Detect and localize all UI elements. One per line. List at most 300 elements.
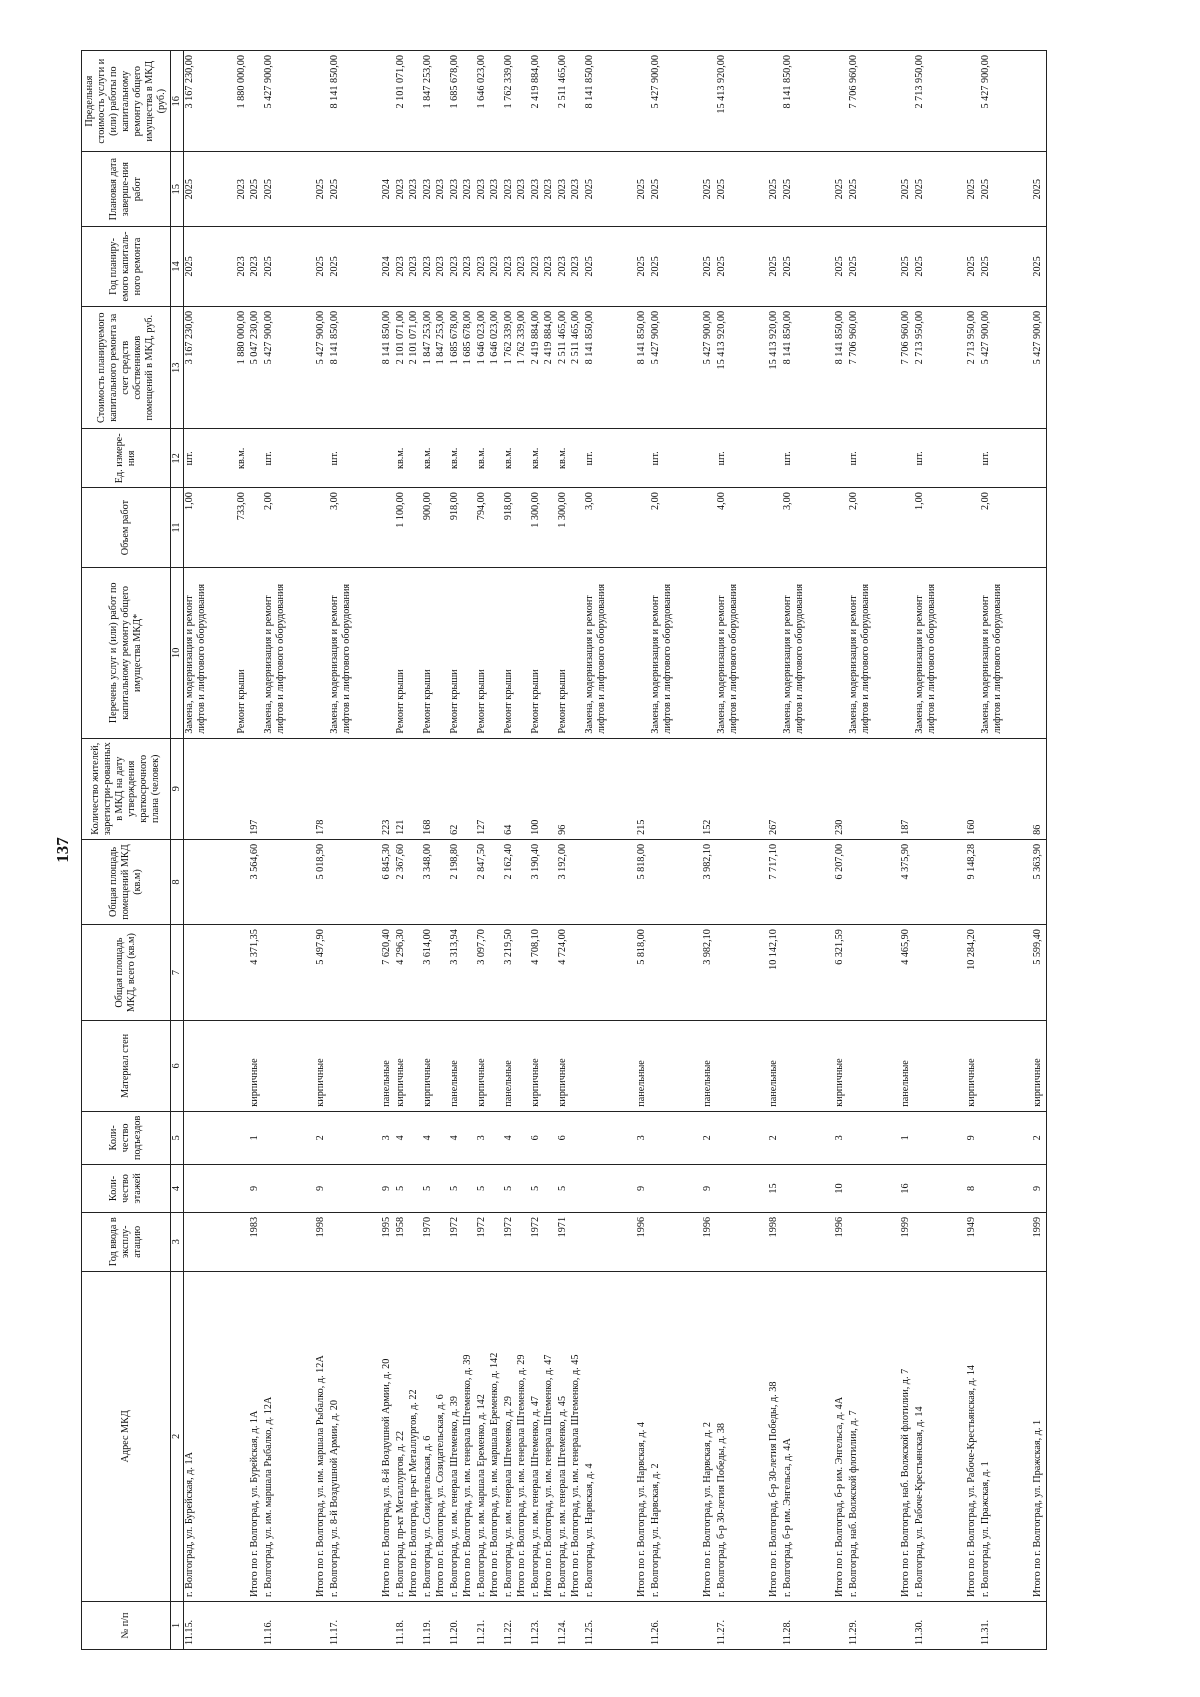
cell-work [543, 568, 557, 739]
cell-work: Замена, модернизация и ремонт лифтов и лифтового оборудования [914, 568, 966, 739]
cell-cost: 8 141 850,00 [381, 306, 395, 429]
cell-py: 2025 [650, 226, 702, 306]
cell-vol: 1,00 [183, 488, 236, 568]
cell-ent [782, 1111, 834, 1164]
col-number: 9 [170, 738, 183, 839]
cell-area [329, 839, 381, 924]
cell-limit [1032, 51, 1047, 152]
total-label: Итого по г. Волгоград, ул. Пражская, д. 1 [1032, 1271, 1047, 1601]
cell-cost: 8 141 850,00 [584, 306, 636, 429]
cell-fl: 8 [966, 1164, 980, 1212]
cell-year: 1999 [900, 1212, 914, 1271]
cell-limit: 2 101 071,00 [395, 51, 408, 152]
cell-area [183, 839, 236, 924]
cell-cost: 1 646 023,00 [476, 306, 489, 429]
total-label: Итого по г. Волгоград, ул. Нарвская, д. 2 [702, 1271, 716, 1601]
cell-work [408, 568, 422, 739]
cell-total: 3 313,94 [449, 925, 462, 1021]
cell-vol [408, 488, 422, 568]
cell-vol [966, 488, 980, 568]
cell-fl: 5 [422, 1164, 435, 1212]
cell-cost: 7 706 960,00 [848, 306, 900, 429]
total-row [489, 51, 503, 1650]
cell-year [408, 1212, 422, 1271]
cell-mat [462, 1021, 476, 1112]
cell-res: 62 [449, 738, 462, 839]
cell-work: Замена, модернизация и ремонт лифтов и лифтового оборудования [716, 568, 768, 739]
cell-unit [315, 429, 329, 488]
cell-addr: г. Волгоград, ул. Нарвская, д. 2 [650, 1271, 702, 1601]
cell-n [489, 1602, 503, 1650]
cell-cost: 1 685 678,00 [449, 306, 462, 429]
cell-limit: 5 427 900,00 [980, 51, 1032, 152]
cell-year: 1983 [249, 1212, 263, 1271]
cell-work [462, 568, 476, 739]
cell-vol: 1 100,00 [395, 488, 408, 568]
cell-mat: кирпичные [557, 1021, 570, 1112]
cell-year [263, 1212, 315, 1271]
cell-cost: 15 413 920,00 [768, 306, 782, 429]
cell-py: 2023 [395, 226, 408, 306]
cell-pd: 2025 [966, 152, 980, 227]
cell-area [584, 839, 636, 924]
cell-area [516, 839, 530, 924]
total-row [966, 51, 980, 1650]
cell-res: 96 [557, 738, 570, 839]
cell-total [914, 925, 966, 1021]
cell-vol [768, 488, 782, 568]
cell-vol [636, 488, 650, 568]
cell-mat [914, 1021, 966, 1112]
cell-fl: 5 [476, 1164, 489, 1212]
cell-addr: г. Волгоград, ул. 8-й Воздушной Армии, д. 20 [329, 1271, 381, 1601]
cell-limit: 8 141 850,00 [329, 51, 381, 152]
cell-res [263, 738, 315, 839]
cell-py: 2023 [462, 226, 476, 306]
cell-cost: 2 511 465,00 [570, 306, 584, 429]
total-row [435, 51, 449, 1650]
cell-py: 2023 [236, 226, 249, 306]
col-number: 16 [170, 51, 183, 152]
col-number: 1 [170, 1602, 183, 1650]
cell-res [716, 738, 768, 839]
cell-area [462, 839, 476, 924]
cell-pd: 2023 [503, 152, 516, 227]
cell-py: 2025 [914, 226, 966, 306]
col-header: Количество жителей, зарегистри-рованных в МКД на дату утверждения краткосрочного плана (человек) [82, 738, 171, 839]
cell-fl [462, 1164, 476, 1212]
cell-vol [543, 488, 557, 568]
cell-area [543, 839, 557, 924]
cell-vol: 918,00 [449, 488, 462, 568]
cell-n: 11.16. [263, 1602, 315, 1650]
cell-limit: 2 713 950,00 [914, 51, 966, 152]
cell-work [768, 568, 782, 739]
cell-pd: 2023 [236, 152, 249, 227]
total-row [516, 51, 530, 1650]
cell-res [183, 738, 236, 839]
cell-total: 3 982,10 [702, 925, 716, 1021]
cell-addr: г. Волгоград, ул. Нарвская, д. 4 [584, 1271, 636, 1601]
cell-mat: панельные [503, 1021, 516, 1112]
cell-area: 3 982,10 [702, 839, 716, 924]
cell-unit [408, 429, 422, 488]
total-row [834, 51, 848, 1650]
cell-ent: 6 [530, 1111, 543, 1164]
cell-fl [782, 1164, 834, 1212]
cell-total: 4 296,30 [395, 925, 408, 1021]
cell-year [650, 1212, 702, 1271]
cell-py: 2023 [435, 226, 449, 306]
col-number: 5 [170, 1111, 183, 1164]
cell-unit: шт. [650, 429, 702, 488]
cell-mat [408, 1021, 422, 1112]
col-number: 12 [170, 429, 183, 488]
cell-work [1032, 568, 1047, 739]
cell-cost: 8 141 850,00 [329, 306, 381, 429]
table-row [848, 51, 900, 1650]
cell-pd: 2025 [263, 152, 315, 227]
total-label: Итого по г. Волгоград, ул. 8-й Воздушной Армии, д. 20 [381, 1271, 395, 1601]
cell-pd: 2023 [476, 152, 489, 227]
cell-total: 7 620,40 [381, 925, 395, 1021]
cell-ent [489, 1111, 503, 1164]
table-row [263, 51, 315, 1650]
cell-limit: 1 762 339,00 [503, 51, 516, 152]
cell-vol [834, 488, 848, 568]
total-row [702, 51, 716, 1650]
cell-area [236, 839, 249, 924]
cell-work: Ремонт крыши [449, 568, 462, 739]
cell-cost: 5 427 900,00 [702, 306, 716, 429]
cell-fl: 9 [1032, 1164, 1047, 1212]
table-row [422, 51, 435, 1650]
table-row [914, 51, 966, 1650]
table-row [782, 51, 834, 1650]
cell-vol: 1 300,00 [530, 488, 543, 568]
cell-cost: 1 762 339,00 [503, 306, 516, 429]
cell-addr: г. Волгоград, ул. Созидательская, д. 6 [422, 1271, 435, 1601]
cell-ent [584, 1111, 636, 1164]
cell-fl [435, 1164, 449, 1212]
cell-total [980, 925, 1032, 1021]
cell-n: 11.18. [395, 1602, 408, 1650]
cell-total [435, 925, 449, 1021]
cell-area [263, 839, 315, 924]
cell-fl: 10 [834, 1164, 848, 1212]
cell-res: 86 [1032, 738, 1047, 839]
cell-n [570, 1602, 584, 1650]
cell-mat: панельные [702, 1021, 716, 1112]
cell-vol: 2,00 [980, 488, 1032, 568]
cell-year: 1971 [557, 1212, 570, 1271]
cell-py: 2023 [249, 226, 263, 306]
col-number: 8 [170, 839, 183, 924]
cell-unit [543, 429, 557, 488]
cell-res: 64 [503, 738, 516, 839]
cell-limit [702, 51, 716, 152]
cell-pd: 2025 [782, 152, 834, 227]
cell-addr: г. Волгоград, ул. Бурейская, д. 1А [183, 1271, 236, 1601]
cell-ent: 9 [966, 1111, 980, 1164]
cell-fl [543, 1164, 557, 1212]
cell-unit: кв.м. [236, 429, 249, 488]
cell-unit [249, 429, 263, 488]
cell-area [435, 839, 449, 924]
col-number: 7 [170, 925, 183, 1021]
table-body [183, 51, 1046, 1650]
col-header: Плановая дата заверше-ния работ [82, 152, 171, 227]
cell-area: 2 847,50 [476, 839, 489, 924]
cell-work [381, 568, 395, 739]
cell-pd: 2025 [183, 152, 236, 227]
cell-year [848, 1212, 900, 1271]
cell-fl [848, 1164, 900, 1212]
cell-pd: 2023 [422, 152, 435, 227]
cell-year [584, 1212, 636, 1271]
cell-n [834, 1602, 848, 1650]
col-header: Перечень услуг и (или) работ по капитальному ремонту общего имущества МКД* [82, 568, 171, 739]
cell-vol: 794,00 [476, 488, 489, 568]
cell-year [489, 1212, 503, 1271]
cell-n: 11.20. [449, 1602, 462, 1650]
cell-ent: 4 [395, 1111, 408, 1164]
cell-work: Ремонт крыши [503, 568, 516, 739]
cell-ent [263, 1111, 315, 1164]
cell-cost: 5 427 900,00 [1032, 306, 1047, 429]
total-label: Итого по г. Волгоград, наб. Волжской флотилии, д. 7 [900, 1271, 914, 1601]
cell-pd: 2023 [516, 152, 530, 227]
cell-fl [980, 1164, 1032, 1212]
cell-work [249, 568, 263, 739]
cell-fl: 5 [557, 1164, 570, 1212]
col-number: 13 [170, 306, 183, 429]
col-header: Материал стен [82, 1021, 171, 1112]
cell-work: Ремонт крыши [530, 568, 543, 739]
cell-mat: кирпичные [422, 1021, 435, 1112]
cell-mat: кирпичные [476, 1021, 489, 1112]
cell-vol: 3,00 [782, 488, 834, 568]
cell-n: 11.23. [530, 1602, 543, 1650]
cell-cost: 1 762 339,00 [516, 306, 530, 429]
cell-work: Ремонт крыши [422, 568, 435, 739]
total-row [381, 51, 395, 1650]
cell-total [329, 925, 381, 1021]
cell-cost: 2 511 465,00 [557, 306, 570, 429]
cell-work: Замена, модернизация и ремонт лифтов и лифтового оборудования [584, 568, 636, 739]
cell-n [516, 1602, 530, 1650]
cell-cost: 5 427 900,00 [315, 306, 329, 429]
cell-mat: кирпичные [395, 1021, 408, 1112]
cell-res [584, 738, 636, 839]
cell-vol: 2,00 [650, 488, 702, 568]
cell-total: 3 097,70 [476, 925, 489, 1021]
cell-res [543, 738, 557, 839]
total-row [408, 51, 422, 1650]
table-row [476, 51, 489, 1650]
cell-area [650, 839, 702, 924]
cell-ent: 2 [768, 1111, 782, 1164]
cell-cost: 1 847 253,00 [422, 306, 435, 429]
cell-unit: шт. [716, 429, 768, 488]
total-label: Итого по г. Волгоград, ул. Рабоче-Крестьянская, д. 14 [966, 1271, 980, 1601]
cell-limit [381, 51, 395, 152]
total-label: Итого по г. Волгоград, ул. Бурейская, д. 1А [249, 1271, 263, 1601]
column-number-row [170, 51, 183, 1650]
cell-year: 1996 [636, 1212, 650, 1271]
cell-limit [249, 51, 263, 152]
cell-n [1032, 1602, 1047, 1650]
cell-limit: 8 141 850,00 [584, 51, 636, 152]
cell-year [516, 1212, 530, 1271]
cell-py: 2025 [636, 226, 650, 306]
col-header: Стоимость планируемого капитального ремонта за счет средств собственников помещений в МКД, руб. [82, 306, 171, 429]
cell-cost: 2 713 950,00 [966, 306, 980, 429]
cell-pd: 2025 [716, 152, 768, 227]
cell-py: 2025 [263, 226, 315, 306]
cell-area: 5 018,90 [315, 839, 329, 924]
cell-unit [435, 429, 449, 488]
cell-res: 178 [315, 738, 329, 839]
cell-year: 1972 [449, 1212, 462, 1271]
cell-area: 5 363,90 [1032, 839, 1047, 924]
cell-res: 267 [768, 738, 782, 839]
cell-fl: 9 [315, 1164, 329, 1212]
cell-work: Ремонт крыши [557, 568, 570, 739]
cell-fl [650, 1164, 702, 1212]
cell-total: 4 724,00 [557, 925, 570, 1021]
cell-n: 11.29. [848, 1602, 900, 1650]
cell-area [848, 839, 900, 924]
total-row [315, 51, 329, 1650]
cell-area: 6 207,00 [834, 839, 848, 924]
cell-area: 2 367,60 [395, 839, 408, 924]
cell-addr: г. Волгоград, пр-кт Металлургов, д. 22 [395, 1271, 408, 1601]
cell-mat [570, 1021, 584, 1112]
total-label: Итого по г. Волгоград, ул. им. маршала Рыбалко, д. 12А [315, 1271, 329, 1601]
cell-vol [516, 488, 530, 568]
cell-n: 11.21. [476, 1602, 489, 1650]
cell-cost: 7 706 960,00 [900, 306, 914, 429]
page-number: 137 [53, 837, 72, 863]
cell-limit [462, 51, 476, 152]
cell-year: 1970 [422, 1212, 435, 1271]
cell-fl: 9 [702, 1164, 716, 1212]
cell-total [408, 925, 422, 1021]
cell-cost: 15 413 920,00 [716, 306, 768, 429]
cell-addr: г. Волгоград, ул. им. генерала Штеменко, д. 45 [557, 1271, 570, 1601]
cell-ent: 2 [1032, 1111, 1047, 1164]
col-number: 10 [170, 568, 183, 739]
cell-py: 2023 [557, 226, 570, 306]
cell-work: Замена, модернизация и ремонт лифтов и лифтового оборудования [782, 568, 834, 739]
cell-cost: 1 685 678,00 [462, 306, 476, 429]
cell-cost: 5 047 230,00 [249, 306, 263, 429]
cell-n [543, 1602, 557, 1650]
total-label: Итого по г. Волгоград, ул. им. генерала Штеменко, д. 45 [570, 1271, 584, 1601]
cell-total: 5 818,00 [636, 925, 650, 1021]
cell-unit: кв.м. [503, 429, 516, 488]
cell-fl [329, 1164, 381, 1212]
table-row [980, 51, 1032, 1650]
col-header: № п/п [82, 1602, 171, 1650]
cell-fl: 9 [249, 1164, 263, 1212]
cell-unit: шт. [782, 429, 834, 488]
cell-res [435, 738, 449, 839]
cell-n: 11.19. [422, 1602, 435, 1650]
cell-addr: г. Волгоград, ул. им. маршала Рыбалко, д. 12А [263, 1271, 315, 1601]
cell-mat [516, 1021, 530, 1112]
cell-year [236, 1212, 249, 1271]
col-header: Общая площадь МКД, всего (кв.м) [82, 925, 171, 1021]
cell-n: 11.22. [503, 1602, 516, 1650]
cell-n [636, 1602, 650, 1650]
table-row [503, 51, 516, 1650]
cell-cost: 2 419 884,00 [543, 306, 557, 429]
cell-fl: 5 [503, 1164, 516, 1212]
cell-vol: 1,00 [914, 488, 966, 568]
cell-fl [516, 1164, 530, 1212]
cell-vol [489, 488, 503, 568]
cell-ent [408, 1111, 422, 1164]
cell-area: 2 162,40 [503, 839, 516, 924]
total-label: Итого по г. Волгоград, ул. им. генерала Штеменко, д. 39 [462, 1271, 476, 1601]
cell-res: 187 [900, 738, 914, 839]
cell-limit [435, 51, 449, 152]
cell-total [462, 925, 476, 1021]
cell-area [782, 839, 834, 924]
cell-limit [636, 51, 650, 152]
cell-cost: 5 427 900,00 [263, 306, 315, 429]
cell-year: 1972 [530, 1212, 543, 1271]
cell-total [584, 925, 636, 1021]
cell-unit: кв.м. [530, 429, 543, 488]
cell-unit: шт. [980, 429, 1032, 488]
cell-year: 1958 [395, 1212, 408, 1271]
cell-pd: 2025 [249, 152, 263, 227]
cell-pd: 2025 [584, 152, 636, 227]
cell-pd: 2024 [381, 152, 395, 227]
cell-pd: 2025 [768, 152, 782, 227]
cell-fl [236, 1164, 249, 1212]
cell-addr: г. Волгоград, ул. Рабоче-Крестьянская, д. 14 [914, 1271, 966, 1601]
cell-unit: кв.м. [422, 429, 435, 488]
cell-py: 2024 [381, 226, 395, 306]
cell-vol: 4,00 [716, 488, 768, 568]
cell-pd: 2025 [636, 152, 650, 227]
cell-mat [848, 1021, 900, 1112]
cell-ent [980, 1111, 1032, 1164]
cell-area: 5 818,00 [636, 839, 650, 924]
cell-vol [1032, 488, 1047, 568]
cell-limit: 5 427 900,00 [263, 51, 315, 152]
cell-py: 2023 [530, 226, 543, 306]
cell-ent [716, 1111, 768, 1164]
cell-work [900, 568, 914, 739]
cell-n [768, 1602, 782, 1650]
cell-res [516, 738, 530, 839]
col-number: 4 [170, 1164, 183, 1212]
total-label: Итого по г. Волгоград, ул. Созидательская, д. 6 [435, 1271, 449, 1601]
col-number: 11 [170, 488, 183, 568]
cell-mat: панельные [381, 1021, 395, 1112]
cell-cost: 5 427 900,00 [980, 306, 1032, 429]
cell-py: 2023 [543, 226, 557, 306]
rotated-table-page [45, 50, 1185, 1650]
cell-year [980, 1212, 1032, 1271]
cell-fl [716, 1164, 768, 1212]
cell-vol [570, 488, 584, 568]
